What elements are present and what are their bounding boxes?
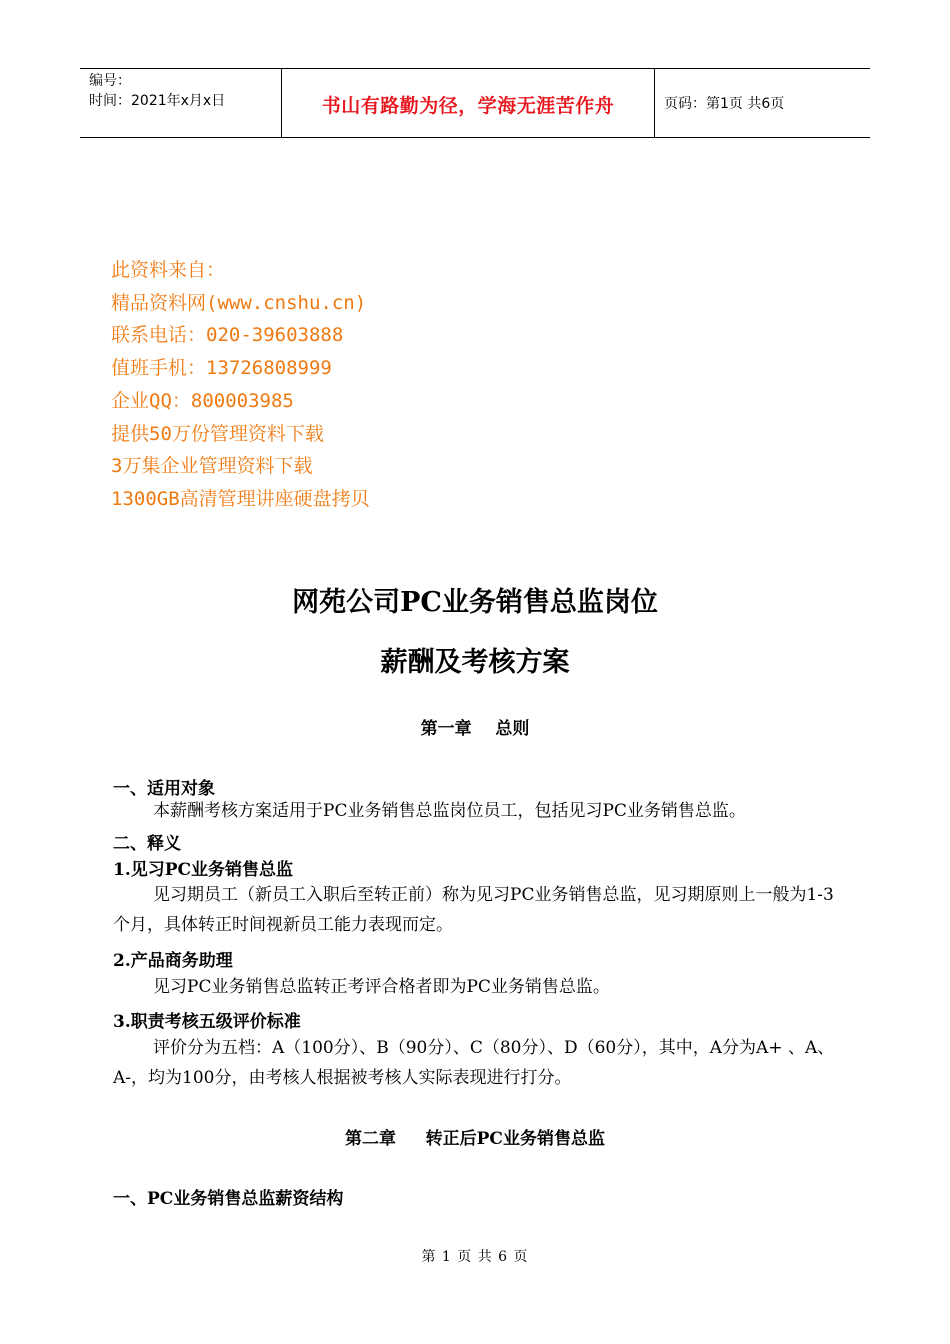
source-line: 提供50万份管理资料下载 [111, 422, 324, 445]
header-left [89, 71, 225, 111]
chapter-heading: 第二章 转正后PC业务销售总监 [345, 1129, 605, 1149]
paragraph [113, 880, 843, 940]
paragraph-text: 见习PC业务销售总监转正考评合格者即为PC业务销售总监。 [153, 977, 610, 997]
source-line: 精品资料网(www.cnshu.cn) [111, 291, 367, 314]
serial-label: 编号： [89, 73, 131, 89]
source-line: 企业QQ：800003985 [111, 389, 294, 412]
chapter-heading: 第一章 总则 [420, 719, 530, 739]
source-line: 3万集企业管理资料下载 [111, 455, 313, 478]
section-heading: 一、PC业务销售总监薪资结构 [113, 1189, 344, 1209]
paragraph [113, 1033, 843, 1093]
source-line: 联系电话：020-39603888 [111, 324, 344, 347]
source-line: 此资料来自： [111, 259, 226, 281]
source-line: 1300GB高清管理讲座硬盘拷贝 [111, 487, 370, 510]
section-heading: 二、释义 [113, 834, 181, 854]
subsection-heading: 3.职责考核五级评价标准 [113, 1012, 301, 1032]
header-page-info: 页码：第1页 共6页 [664, 96, 785, 112]
subsection-heading: 2.产品商务助理 [113, 951, 233, 971]
document-subtitle: 薪酬及考核方案 [380, 647, 570, 678]
header-divider [654, 69, 655, 137]
source-line: 值班手机：13726808999 [111, 357, 332, 380]
paragraph-text: 本薪酬考核方案适用于PC业务销售总监岗位员工，包括见习PC业务销售总监。 [153, 801, 746, 821]
paragraph-text: 见习期员工（新员工入职后至转正前）称为见习PC业务销售总监，见习期原则上一般为1-3个月，具体转正时间视新员工能力表现而定。 [113, 885, 834, 935]
section-heading: 一、适用对象 [113, 779, 215, 799]
subsection-heading: 1.见习PC业务销售总监 [113, 860, 294, 880]
date-label: 时间：2021年x月x日 [89, 93, 226, 109]
header-motto: 书山有路勤为径，学海无涯苦作舟 [321, 95, 615, 117]
document-title: 网苑公司PC业务销售总监岗位 [292, 587, 658, 618]
header-table [80, 68, 870, 138]
page-footer: 第 1 页 共 6 页 [421, 1249, 529, 1265]
paragraph [113, 972, 843, 1002]
paragraph [113, 796, 843, 826]
source-block [111, 254, 370, 516]
paragraph-text: 评价分为五档：A（100分）、B（90分）、C（80分）、D（60分），其中，A分为A+ 、A、 A-，均为100分，由考核人根据被考核人实际表现进行打分。 [113, 1038, 835, 1088]
